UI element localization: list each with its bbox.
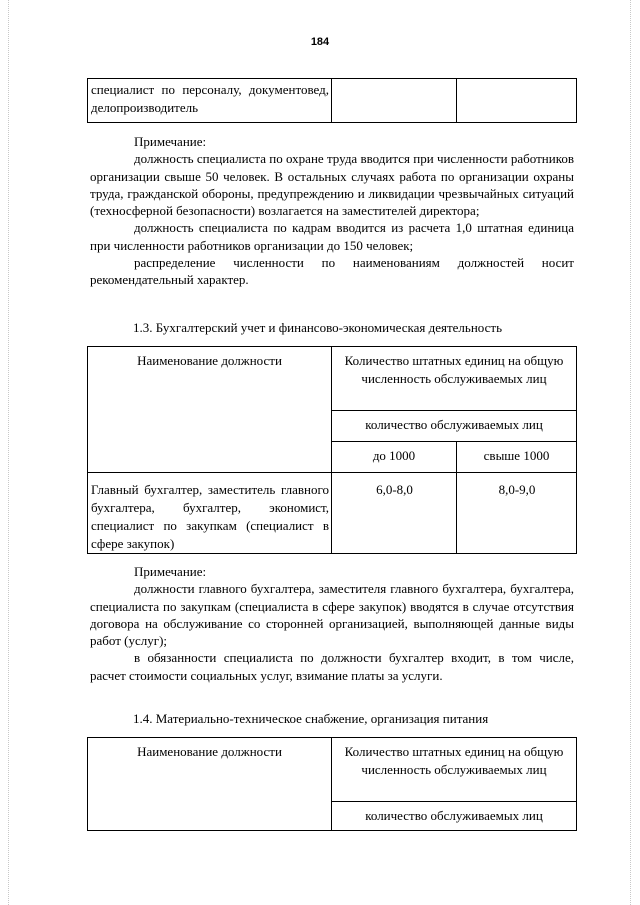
note-label: Примечание: xyxy=(134,564,207,579)
column-over-1000: свыше 1000 xyxy=(457,442,577,473)
note-paragraph: должность специалиста по охране труда вводится при численности работников организации свыше 50 человек. В остальных случаях работа по организации охраны труда, гражданской обороны, предупреждению и ликвидации чрезвычайных ситуаций (техносферной безопасности) возлагается на заместителей директора; xyxy=(90,151,574,219)
quantity-cell xyxy=(457,79,577,123)
left-page-edge xyxy=(8,0,9,905)
note-label: Примечание: xyxy=(134,134,207,149)
note-paragraph: в обязанности специалиста по должности бухгалтер входит, в том числе, расчет стоимости социальных услуг, взимание платы за услуги. xyxy=(90,650,574,683)
quantity-cell xyxy=(332,79,457,123)
section-heading-1-4: 1.4. Материально-техническое снабжение, организация питания xyxy=(133,711,489,726)
staffing-table-supply xyxy=(87,737,577,831)
staffing-table-accounting xyxy=(87,346,577,554)
staffing-table-continuation xyxy=(87,78,577,123)
note-paragraph: должность специалиста по кадрам вводится из расчета 1,0 штатная единица при численности работников организации до 150 человек; xyxy=(90,220,574,253)
header-position: Наименование должности xyxy=(88,738,332,831)
note-block-2 xyxy=(90,563,574,684)
table-row xyxy=(88,79,577,123)
position-name: специалист по персоналу, документовед, делопроизводитель xyxy=(91,82,329,115)
page-number: 184 xyxy=(310,36,330,48)
header-position: Наименование должности xyxy=(88,347,332,473)
header-quantity: Количество штатных единиц на общую численность обслуживаемых лиц xyxy=(332,347,577,411)
position-cell: Главный бухгалтер, заместитель главного бухгалтера, бухгалтер, экономист, специалист по закупкам (специалист в сфере закупок) xyxy=(88,473,332,554)
note-paragraph: должности главного бухгалтера, заместителя главного бухгалтера, бухгалтера, специалиста по закупкам (специалиста в сфере закупок) вводятся в случае отсутствия договора на обслуживание со сторонней организацией, выполняющей данные виды работ (услуг); xyxy=(90,581,574,649)
right-page-edge xyxy=(630,0,631,905)
quantity-cell: 8,0-9,0 xyxy=(457,473,577,554)
note-paragraph: распределение численности по наименованиям должностей носит рекомендательный характер. xyxy=(90,255,574,288)
subheader-served-persons: количество обслуживаемых лиц xyxy=(332,802,577,831)
subheader-served-persons: количество обслуживаемых лиц xyxy=(332,411,577,442)
column-up-to-1000: до 1000 xyxy=(332,442,457,473)
note-block-1 xyxy=(90,133,574,289)
quantity-cell: 6,0-8,0 xyxy=(332,473,457,554)
section-heading-1-3: 1.3. Бухгалтерский учет и финансово-экономическая деятельность xyxy=(133,320,502,335)
table-row xyxy=(88,473,577,554)
position-cell xyxy=(88,79,332,123)
header-quantity: Количество штатных единиц на общую численность обслуживаемых лиц xyxy=(332,738,577,802)
